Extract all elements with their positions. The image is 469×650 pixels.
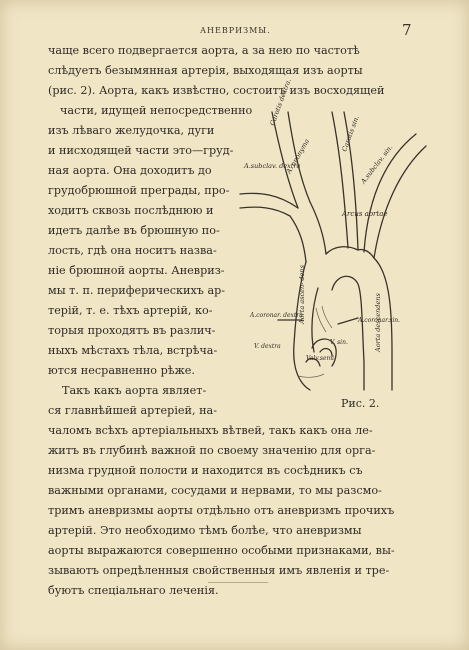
hatching [298,374,324,377]
text-line: важными органами, сосудами и нервами, то мы разсмо- [48,484,382,497]
label-arcus-aortae: Arcus aortae [342,210,388,218]
text-line: чаломъ всѣхъ артеріальныхъ вѣтвей, такъ какъ она ле- [48,424,373,437]
subclavia-dextra-vessel [240,207,290,216]
text-line: грудобрюшной преграды, про- [48,184,230,197]
hatching [316,308,326,332]
aorta-diagram [240,77,430,390]
text-line: лость, гдѣ она носитъ назва- [48,244,217,257]
label-subclav-sin: A.subclav. sin. [359,143,395,186]
text-line: артерій. Это необходимо тѣмъ болѣе, что аневризмы [48,524,362,537]
running-title: АНЕВРИЗМЫ. [200,26,271,35]
aorta-inner-outline [332,276,364,390]
carotis-sin-vessel [332,112,348,248]
text-line: ся главнѣйшей артеріей, на- [48,404,217,417]
text-line: буютъ спеціальнаго леченія. [48,584,219,597]
text-line: терій, т. е. тѣхъ артерій, ко- [48,304,213,317]
label-carotis-dextra: Carotis dextra. [268,77,293,127]
label-subclav-dextra: A.subclav. dextra [244,162,301,170]
label-coronar-dextra: A.coronar. dextra [250,312,303,319]
label-aorta-descendens: Aorta descendens [374,293,382,352]
label-v-dextra: V. dextra [254,343,281,350]
subclavia-dextra-vessel [240,193,298,208]
label-v-sin: V. sin. [330,339,348,346]
text-line: Такъ какъ аорта являет- [62,384,207,397]
label-anonyma: A. anonyma [284,137,312,175]
text-line: мы т. п. периферическихъ ар- [48,284,226,297]
text-line: зываютъ опредѣленныя свойственныя имъ явленія и тре- [48,564,390,577]
page-number: 7 [402,21,412,39]
text-line: тримъ аневризмы аорты отдѣльно отъ аневризмъ прочихъ [48,504,395,517]
label-coronar-sin: A.coronar.sin. [358,317,401,324]
text-line: части, идущей непосредственно [60,104,253,117]
hatching [322,306,332,328]
text-line: низма грудной полости и находится въ сосѣдникъ съ [48,464,363,477]
label-valv-semi: Valv.semi [306,355,335,362]
text-line: и нисходящей части это—груд- [48,144,234,157]
text-line: слѣдуетъ безымянная артерія, выходящая изъ аорты [48,64,363,77]
text-line: аорты выражаются совершенно особыми признаками, вы- [48,544,395,557]
text-line: торыя проходятъ въ различ- [48,324,216,337]
footer-divider [208,582,268,583]
text-line: чаще всего подвергается аорта, а за нею по частотѣ [48,44,360,57]
coronary-sin-vessel [338,318,358,324]
text-line: изъ лѣваго желудочка, дуги [48,124,215,137]
label-carotis-sin: Carotis sin. [340,114,361,153]
anonyma-vessel [310,202,326,254]
figure-caption: Рис. 2. [341,397,380,410]
text-line: ются несравненно рѣже. [48,364,195,377]
text-line: житъ въ глубинѣ важной по своему значенію для орга- [48,444,376,457]
text-line: ніе брюшной аорты. Аневриз- [48,264,225,277]
label-aorta-ascendens: Aorta ascen- dens [298,265,306,324]
text-line: (рис. 2). Аорта, какъ извѣстно, состоитъ изъ восходящей [48,84,385,97]
anonyma-vessel [290,216,306,262]
text-line: ная аорта. Она доходитъ до [48,164,212,177]
text-line: ныхъ мѣстахъ тѣла, встрѣча- [48,344,218,357]
text-line: ходитъ сквозь послѣднюю и [48,204,214,217]
text-line: идетъ далѣе въ брюшную по- [48,224,220,237]
